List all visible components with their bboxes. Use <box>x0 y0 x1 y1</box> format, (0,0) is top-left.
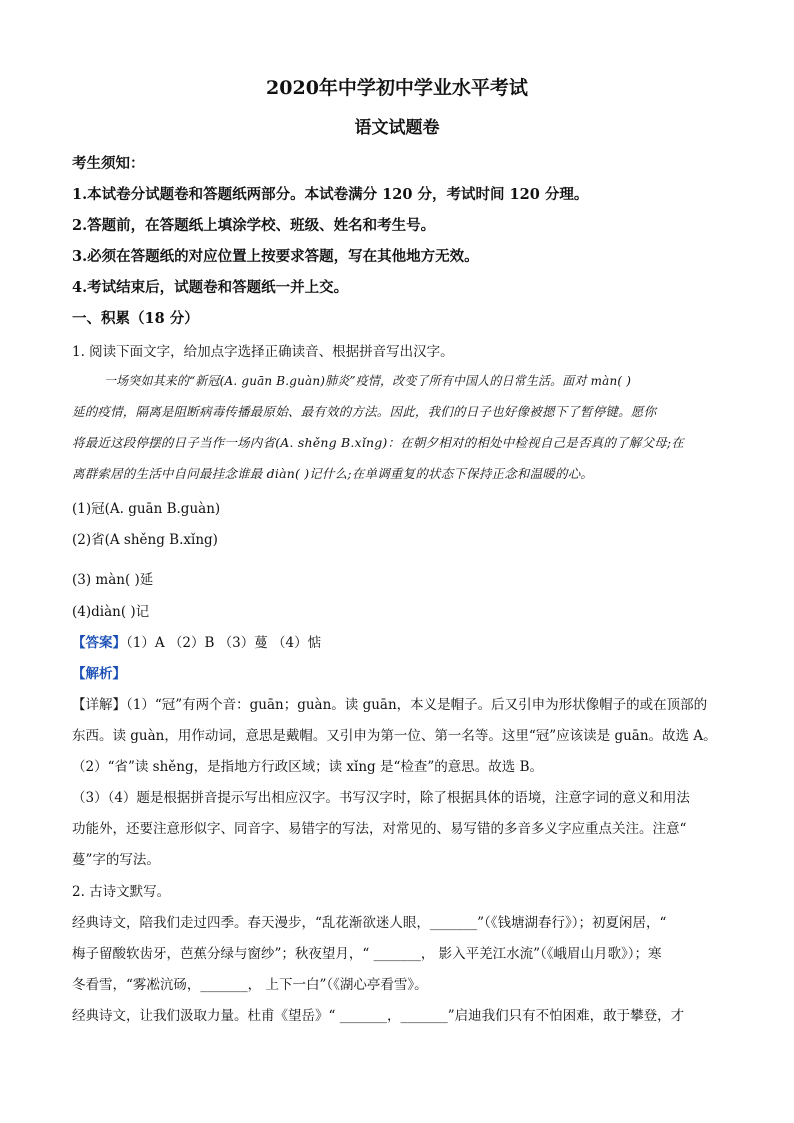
q2-stem: 2. 古诗文默写。 <box>72 884 171 900</box>
q2-line-2: 梅子留酸软齿牙，芭蕉分绿与窗纱”；秋夜望月，“ _______， 影入平羌江水流”（《峨眉山月歌》）；寒 <box>72 946 662 962</box>
q1-detail-line-5: 功能外，还要注意形似字、同音字、易错字的写法，对常见的、易写错的多音多义字应重点关注。注意“ <box>72 821 687 837</box>
q1-detail-line-1: 【详解】（1）“冠”有两个音：guān；guàn。读 guān，本义是帽子。后又引申为形状像帽子的或在顶部的 <box>72 697 708 713</box>
q1-stem: 1. 阅读下面文字，给加点字选择正确读音、根据拼音写出汉字。 <box>72 344 454 360</box>
q1-passage-line-1: 一场突如其来的“新冠(A. guān B.guàn)肺炎”疫情，改变了所有中国人的日常生活。面对 màn( ) <box>104 373 632 388</box>
q2-line-4: 经典诗文，让我们汲取力量。杜甫《望岳》“ _______，_______”启迪我们只有不怕困难，敢于攀登，才 <box>72 1008 685 1024</box>
answer-tag: 【答案】 <box>72 635 126 651</box>
q2-line-1: 经典诗文，陪我们走过四季。春天漫步，“乱花渐欲迷人眼，_______”（《钱塘湖春行》）；初夏闲居，“ <box>72 915 667 931</box>
q1-sub-4: (4)diàn( )记 <box>72 604 150 620</box>
section-heading: 一、积累（18 分） <box>72 310 199 327</box>
q1-sub-1: (1)冠(A. guān B.guàn) <box>72 501 221 517</box>
q1-detail-line-3: （2）“省”读 shěng，是指地方行政区域；读 xǐng 是“检查”的意思。故选 B。 <box>72 759 543 775</box>
notice-heading: 考生须知： <box>72 155 145 172</box>
q1-passage-line-4: 离群索居的生活中自问最挂念谁最 diàn( )记什么;在单调重复的状态下保持正念和温暖的心。 <box>72 466 594 481</box>
notice-item-4: 4.考试结束后，试题卷和答题纸一并上交。 <box>72 279 349 296</box>
exam-subtitle: 语文试题卷 <box>354 118 440 138</box>
q1-answer-text: （1）A （2）B （3）蔓 （4）惦 <box>126 635 322 651</box>
q1-sub-3: (3) màn( )延 <box>72 572 154 588</box>
exam-title: 2020年中学初中学业水平考试 <box>266 77 528 99</box>
q1-answer-row <box>72 631 321 651</box>
q1-analysis-row <box>72 662 126 682</box>
q1-detail-line-2: 东西。读 guàn，用作动词，意思是戴帽。又引申为第一位、第一名等。这里“冠”应该读是 guān。故选 A。 <box>72 728 717 744</box>
analysis-tag: 【解析】 <box>72 666 126 682</box>
notice-item-3: 3.必须在答题纸的对应位置上按要求答题，写在其他地方无效。 <box>72 248 479 265</box>
notice-item-2: 2.答题前，在答题纸上填涂学校、班级、姓名和考生号。 <box>72 217 436 234</box>
notice-item-1: 1.本试卷分试题卷和答题纸两部分。本试卷满分 120 分，考试时间 120 分理。 <box>72 186 589 203</box>
q2-line-3: 冬看雪，“雾凇沆砀，_______， 上下一白”（《湖心亭看雪》。 <box>72 977 428 993</box>
q1-detail-line-6: 蔓”字的写法。 <box>72 852 160 868</box>
q1-passage-line-3: 将最近这段停摆的日子当作一场内省(A. shěng B.xǐng)：在朝夕相对的相处中检视自己是否真的了解父母;在 <box>72 435 684 450</box>
q1-detail-line-4: （3）（4）题是根据拼音提示写出相应汉字。书写汉字时，除了根据具体的语境，注意字词的意义和用法 <box>72 790 690 806</box>
q1-passage-line-2: 延的疫情，隔离是阻断病毒传播最原始、最有效的方法。因此，我们的日子也好像被摁下了暂停键。愿你 <box>72 404 657 419</box>
q1-sub-2: (2)省(A shěng B.xǐng) <box>72 532 218 548</box>
